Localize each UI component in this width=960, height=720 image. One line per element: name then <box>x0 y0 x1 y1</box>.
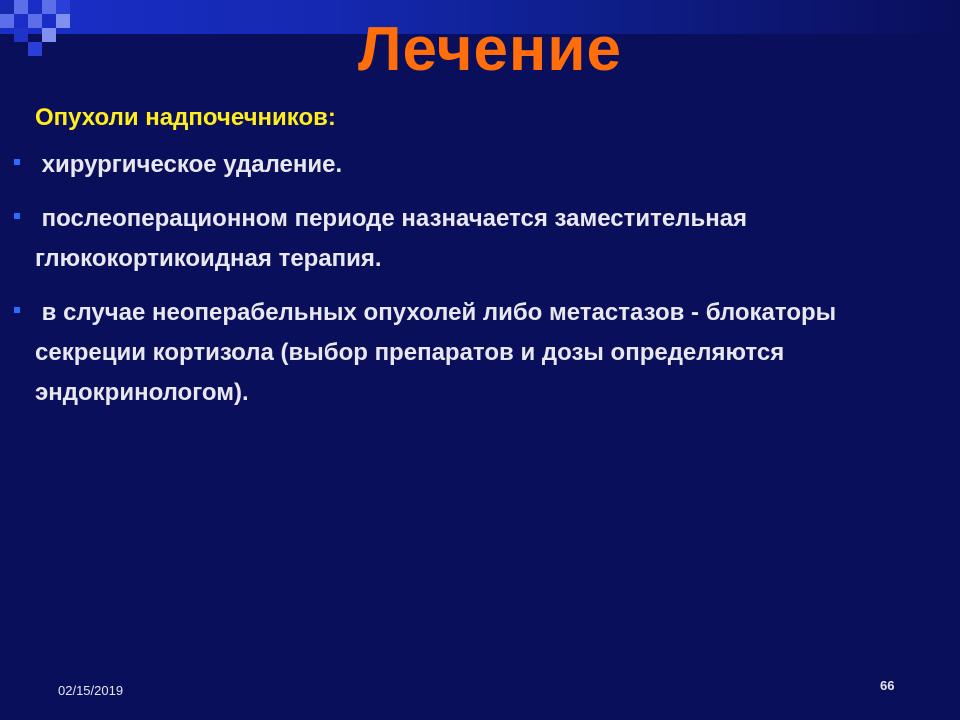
bullet-item <box>14 145 934 185</box>
bullet-text: послеоперационном периоде назначается заместительная глюкокортикоидная терапия. <box>35 205 754 272</box>
bullet-text: в случае неоперабельных опухолей либо метастазов - блокаторы секреции кортизола (выбор препаратов и дозы определяются эндокринологом). <box>35 299 843 406</box>
bullet-item <box>14 293 934 413</box>
footer-date: 02/15/2019 <box>58 683 124 698</box>
square-bullet-icon <box>14 159 20 165</box>
slide-subtitle: Опухоли надпочечников: <box>35 104 336 131</box>
page-number: 66 <box>880 678 895 693</box>
square-bullet-icon <box>14 213 20 219</box>
square-bullet-icon <box>14 307 20 313</box>
slide-title: Лечение <box>358 15 622 84</box>
bullet-list <box>14 145 934 427</box>
bullet-text: хирургическое удаление. <box>35 151 343 178</box>
bullet-item <box>14 199 934 279</box>
